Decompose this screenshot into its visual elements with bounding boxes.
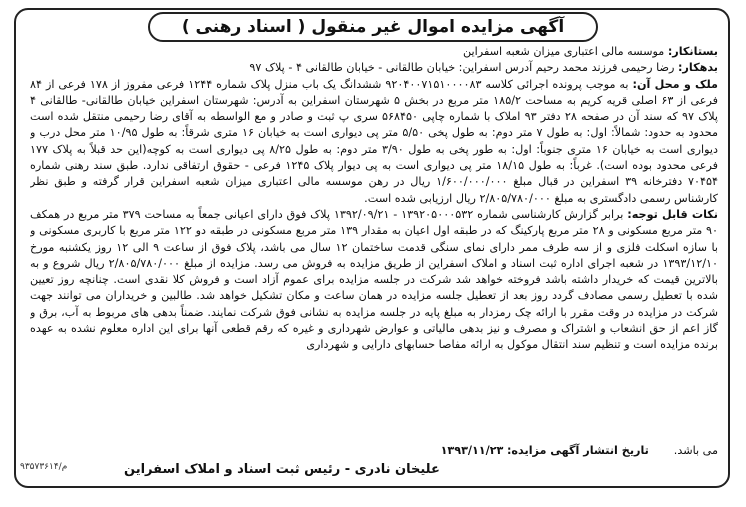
creditor-line xyxy=(30,44,718,60)
title-box xyxy=(148,12,598,42)
notes-paragraph xyxy=(30,207,718,354)
debtor-label: بدهکار: xyxy=(677,61,718,75)
creditor-label: بستانکار: xyxy=(667,45,718,58)
notes-label: نکات قابل توجه: xyxy=(627,207,718,221)
ending-text: می باشد. xyxy=(673,444,718,457)
debtor-line xyxy=(30,60,718,76)
property-paragraph xyxy=(30,77,718,207)
footer-line xyxy=(30,443,718,459)
signature: علیخان نادری - رئیس ثبت اسناد و املاک اسفراین xyxy=(124,462,440,477)
publish-date-value: ۱۳۹۳/۱۱/۲۳ xyxy=(440,444,504,457)
property-value: به موجب پرونده اجرائی کلاسه ۹۲۰۴۰۰۷۱۵۱۰۰۰۰۸۳ ششدانگ یک باب منزل پلاک شماره ۱۲۴۴ فرعی مفروز از ۱۷۸ فرعی از ۸۴ فرعی از ۶۳ اصلی قریه کریم به مساحت ۱۸۵/۲ متر مربع در بخش ۵ شهرستان اسفراین به آدرس: شهرستان اسفراین خیابان طالقانی- طالقانی ۴ پلاک ۹۷ که سند آن در صفحه ۲۸ دفتر ۹۳ املاک با شماره چاپی ۵۶۸۴۵۰ سری پ ثبت و صادر و مع الواسطه به آقای رضا رحیمی منتقل شده است محدود به حدود: شمالاً: اول: به طول ۷ متر دوم: به طول پخی ۵/۵۰ متر پی دیواری است به خیابان ۱۶ متری شرقاً: به طول ۱۰/۹۵ متر محل درب و دیواری است به خیابان ۱۶ متری جنوباً: اول: به طور پخی به طول ۳/۹۰ متر دوم: به طول ۸/۲۵ پی دیواری است به کوچه(این حد قبلاً به پلاک ۱۷۷ فرعی محدود بوده است). غرباً: به طول ۱۸/۱۵ متر پی دیواری است به پی دیوار پلاک ۱۲۴۵ فرعی - حقوق ارتفاقی ندارد. طبق سند رهنی شماره ۷۰۴۵۴ دفترخانه ۳۹ اسفراین در قبال مبلغ ۱/۶۰۰/۰۰۰/۰۰۰ ریال در رهن موسسه مالی اعتباری میزان شعبه اسفراین قرار گرفته و طبق نظر کارشناس رسمی دادگستری به مبلغ ۲/۸۰۵/۷۸۰/۰۰۰ ریال ارزیابی شده است. xyxy=(30,77,718,205)
notice-body xyxy=(30,44,718,464)
creditor-value: موسسه مالی اعتباری میزان شعبه اسفراین xyxy=(463,45,665,58)
notice-title: آگهی مزایده اموال غیر منقول ( اسناد رهنی ) xyxy=(181,17,565,37)
property-label: ملک و محل آن: xyxy=(632,77,718,91)
publish-date-label: تاریخ انتشار آگهی مزایده: xyxy=(506,444,649,457)
notice-code: م/۹۳۵۷۳۶۱۴ xyxy=(20,462,68,472)
debtor-value: رضا رحیمی فرزند محمد رحیم آدرس اسفراین: خیابان طالقانی - خیابان طالقانی ۴ - پلاک ۹۷ xyxy=(249,61,675,75)
notes-value: برابر گزارش کارشناسی شماره ۱۳۹۲۰۵۰۰۰۵۳۲ - ۱۳۹۲/۰۹/۲۱ پلاک فوق دارای اعیانی جمعاً به مساحت ۳۷۹ متر مربع در همکف ۹۰ متر مربع مسکونی و ۲۸ متر مربع پارکینگ که در طبقه اول اعیان به مقدار ۱۳۹ متر مربع مسکونی در طبقه دو ۱۲۲ متر مربع با کاربری مسکونی و با سازه اسکلت فلزی و از سه طرف ممر دارای نمای سنگی قدمت ساختمان ۱۲ سال می باشد، پلاک فوق از ساعت ۹ الی ۱۲ روز یکشنبه مورخ ۱۳۹۳/۱۲/۱۰ در شعبه اجرای اداره ثبت اسناد و املاک اسفراین از طریق مزایده به فروش می رسد. مزایده از مبلغ ۲/۸۰۵/۷۸۰/۰۰۰ ریال شروع و به بالاترین قیمت که خریدار داشته باشد فروخته خواهد شد شرکت در جلسه مزایده برای عموم آزاد است و فروش کلا نقدی است. چنانچه روز تعیین شده با تعطیل رسمی مصادف گردد روز بعد از تعطیل جلسه مزایده در همان ساعت و مکان تشکیل خواهد شد. طالبین و خریداران می توانند جهت شرکت در مزایده در وقت مقرر با ارائه چک رمزدار به مبلغ پایه در جلسه مزایده به نشانی فوق شرکت نمایند. ضمناً بدهی های مربوط به آب، برق و گاز اعم از حق انشعاب و اشتراک و مصرف و نیز بدهی مالیاتی و عوارض شهرداری و غیره که رقم قطعی آنها برای این اداره معلوم نشده به عهده برنده مزایده است و تنظیم سند انتقال موکول به ارائه مفاصا حسابهای دارایی و شهرداری xyxy=(30,207,718,352)
